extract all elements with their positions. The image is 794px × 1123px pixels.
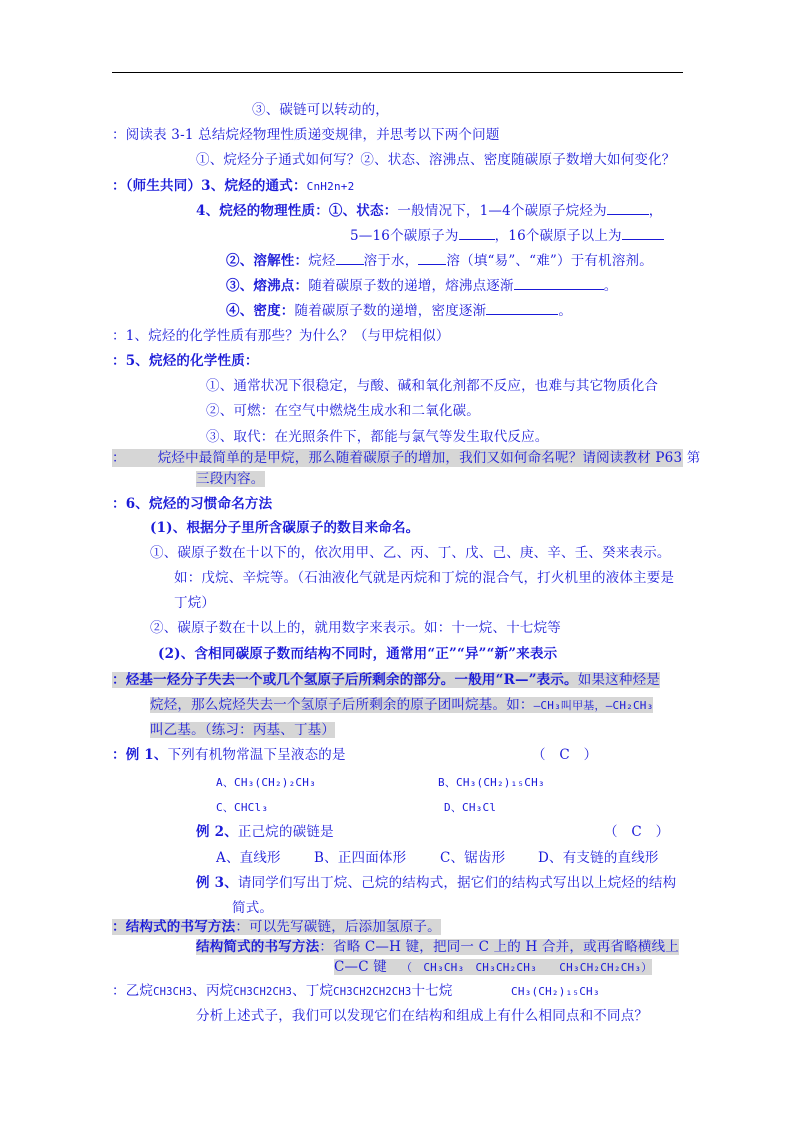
fill-blank [514, 277, 604, 290]
fill-blank [486, 302, 558, 315]
text-line [196, 938, 679, 956]
fill-blank [607, 202, 649, 215]
example-label: 例 3、 [196, 875, 238, 891]
fill-blank [459, 227, 495, 240]
sub-heading: (1)、根据分子里所含碳原子的数目来命名。 [150, 520, 420, 536]
text-line [196, 823, 334, 841]
text-line: ③、取代：在光照条件下，都能与氯气等发生取代反应。 [206, 429, 549, 445]
answer-text: （ C ） [604, 824, 670, 840]
text-line [112, 982, 453, 1001]
text-line: ①、烷烃分子通式如何写？②、状态、溶沸点、密度随碳原子数增大如何变化？ [196, 152, 676, 168]
text-line [196, 470, 265, 488]
body-text: 、丙烷 [192, 983, 234, 999]
question-text: 下列有机物常温下呈液态的是 [167, 747, 346, 763]
section-heading: ：5、烷烃的化学性质： [112, 353, 259, 369]
highlighted-line [112, 449, 701, 467]
text-line [226, 252, 653, 270]
example-label: ：例 1、 [112, 747, 168, 763]
text-line [196, 202, 663, 220]
body-text: ：乙烷 [112, 983, 154, 999]
body-text: 如果这种烃是 [577, 672, 660, 688]
heading-text: ②、溶解性： [226, 253, 309, 269]
sub-heading: (2)、含相同碳原子数而结构不同时，通常用“正”“异”“新”来表示 [158, 646, 558, 662]
text-line [334, 958, 652, 977]
text-line: 如：戊烷、辛烷等。（石油液化气就是丙烷和丁烷的混合气，打火机里的液体主要是 [174, 570, 675, 586]
text-line [196, 874, 676, 892]
heading-text: 结构简式的书写方法 [196, 939, 320, 955]
option-a: A、直线形 [216, 850, 281, 866]
body-text: C—C 键 [334, 959, 387, 975]
text-line [112, 746, 346, 764]
body-text: 溶于水， [363, 253, 419, 269]
body-text: 叫乙基。（练习：丙基、丁基） [150, 722, 336, 738]
header-rule [112, 72, 683, 73]
text-line: 丁烷） [174, 595, 216, 611]
heading-text: 4、烷烃的物理性质：①、状态： [196, 203, 398, 219]
text-line [112, 918, 441, 936]
text-line: ②、可燃：在空气中燃烧生成水和二氧化碳。 [206, 403, 480, 419]
heading-text: ③、熔沸点： [226, 278, 309, 294]
body-text: 。 [558, 303, 573, 319]
body-text: ：可以先写碳链，后添加氢原子。 [235, 919, 441, 935]
body-text: ，16个碳原子以上为 [494, 228, 622, 244]
option-c: C、锯齿形 [440, 850, 506, 866]
body-text: 三段内容。 [196, 471, 265, 487]
heading-text: ：结构式的书写方法 [112, 919, 236, 935]
text-line: ①、碳原子数在十以下的，依次用甲、乙、丙、丁、戊、己、庚、辛、壬、癸来表示。 [150, 545, 671, 561]
body-text: 烷烃 [308, 253, 336, 269]
text-line [112, 177, 354, 196]
fill-blank [622, 227, 664, 240]
formula-text: （ CH₃CH₃ CH₃CH₂CH₃ CH₃CH₂CH₂CH₃） [400, 961, 653, 974]
bullet-text: ： [112, 450, 126, 466]
heading-text: ：（师生共同）3、烷烃的通式： [112, 178, 307, 194]
body-text: 。 [603, 278, 618, 294]
answer-text: （ C ） [532, 747, 598, 763]
option-b: B、CH₃(CH₂)₁₅CH₃ [438, 776, 545, 789]
option-c: C、CHCl₃ [216, 801, 269, 814]
option-a: A、CH₃(CH₂)₂CH₃ [216, 776, 316, 789]
text-line: ：阅读表 3-1 总结烷烃物理性质递变规律，并思考以下两个问题 [112, 127, 500, 143]
body-text: 烷烃中最简单的是甲烷，那么随着碳原子的增加，我们又如何命名呢？请阅读教材 P63 第 [157, 450, 701, 466]
fill-blank [418, 252, 446, 265]
text-line: 分析上述式子，我们可以发现它们在结构和组成上有什么相同点和不同点？ [196, 1008, 649, 1024]
body-text: 溶（填“易”、“难”）于有机溶剂。 [446, 253, 653, 269]
text-line: 简式。 [232, 900, 274, 916]
formula-text: —CH₃叫甲基，—CH₂CH₃ [533, 699, 654, 712]
body-text: 随着碳原子数的递增，熔沸点逐渐 [308, 278, 514, 294]
option-d: D、有支链的直线形 [538, 850, 659, 866]
body-text: 一般情况下，1—4个碳原子烷烃为 [397, 203, 607, 219]
body-text: 随着碳原子数的递增，密度逐渐 [294, 303, 487, 319]
text-line [226, 277, 617, 295]
fill-blank [336, 252, 364, 265]
body-text: ， [648, 203, 663, 219]
formula-text: CH3CH2CH2CH3 [333, 986, 412, 998]
text-line [226, 302, 572, 320]
formula-text: CH3CH2CH3 [233, 986, 293, 998]
example-label: 例 2、 [196, 824, 238, 840]
text-line [150, 721, 335, 739]
formula-text: CnH2n+2 [306, 180, 355, 193]
question-text: 正己烷的碳链是 [237, 824, 334, 840]
text-line [350, 227, 664, 245]
text-line [150, 696, 653, 715]
formula-text: CH₃(CH₂)₁₅CH₃ [511, 985, 600, 998]
section-heading: ：6、烷烃的习惯命名方法 [112, 496, 273, 512]
question-text: 请同学们写出丁烷、己烷的结构式，据它们的结构式写出以上烷烃的结构 [237, 875, 677, 891]
body-text: ：省略 C—H 键，把同一 C 上的 H 合并，或再省略横线上 [319, 939, 679, 955]
body-text: 十七烷 [411, 983, 453, 999]
formula-text: CH3CH3 [153, 986, 193, 998]
text-line: ：1、烷烃的化学性质有那些？为什么？（与甲烷相似） [112, 328, 450, 344]
body-text: 5—16个碳原子为 [350, 228, 459, 244]
text-line: ①、通常状况下很稳定，与酸、碱和氧化剂都不反应，也难与其它物质化合 [206, 378, 659, 394]
heading-text: ④、密度： [226, 303, 295, 319]
text-line: ②、碳原子数在十以上的，就用数字来表示。如：十一烷、十七烷等 [150, 620, 561, 636]
text-line: ③、碳链可以转动的， [252, 102, 389, 118]
option-b: B、正四面体形 [314, 850, 407, 866]
body-text: 、丁烷 [292, 983, 334, 999]
body-text: 烷烃，那么烷烃失去一个氢原子后所剩余的原子团叫烷基。如： [150, 697, 534, 713]
option-d: D、CH₃Cl [444, 801, 497, 814]
text-line [112, 671, 660, 689]
body-text: 一烃分子失去一个或几个氢原子后所剩余的部分。一般用“R—”表示。 [153, 672, 578, 688]
heading-text: ：烃基 [112, 672, 154, 688]
